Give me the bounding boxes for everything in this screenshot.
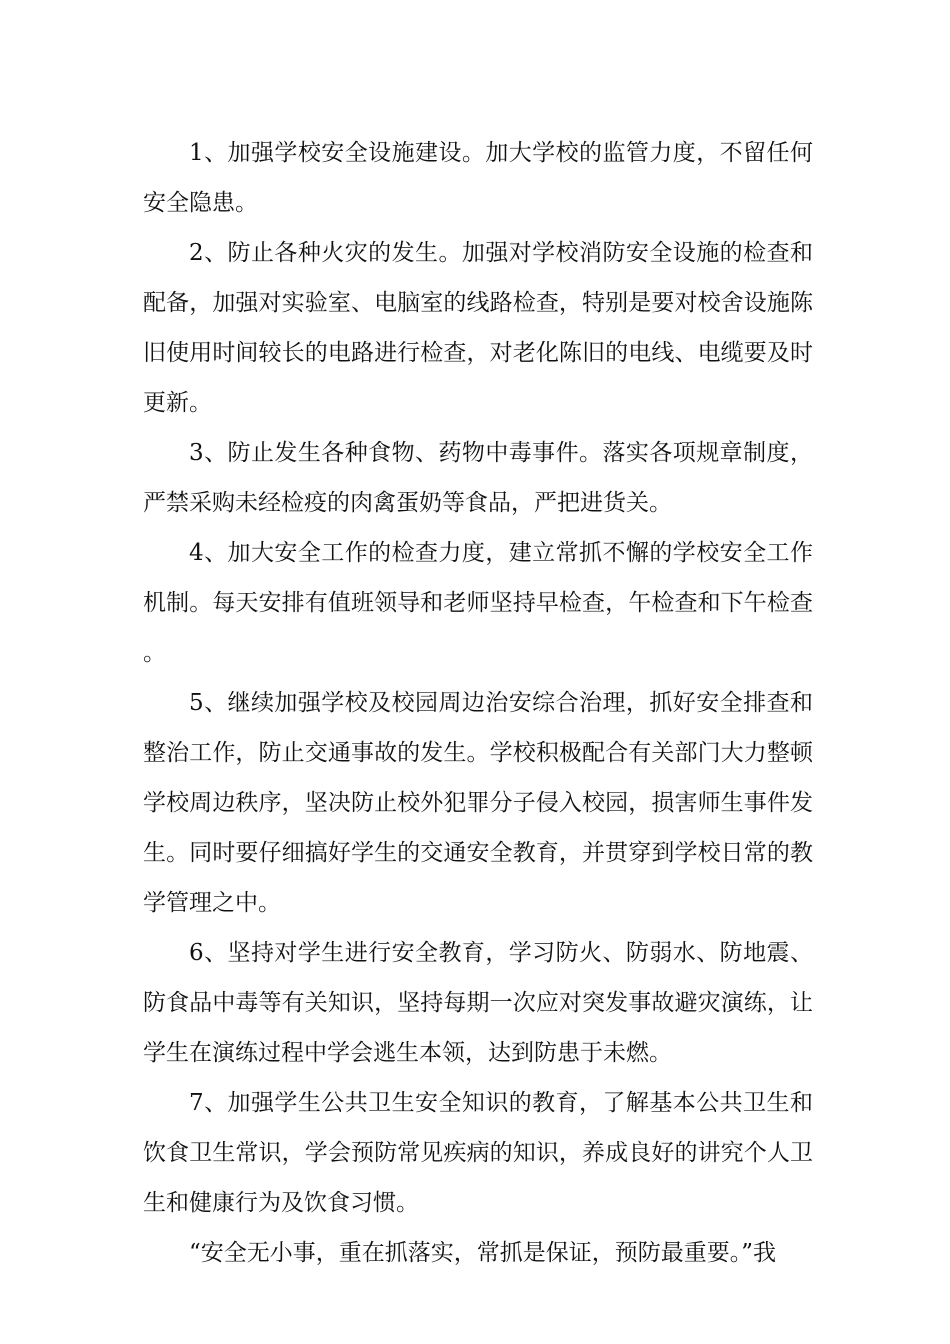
paragraph-4: 4、加大安全工作的检查力度，建立常抓不懈的学校安全工作机制。每天安排有值班领导和老师坚持早检查，午检查和下午检查。 xyxy=(143,540,813,666)
paragraph-3: 3、防止发生各种食物、药物中毒事件。落实各项规章制度，严禁采购未经检疫的肉禽蛋奶等食品，严把进货关。 xyxy=(143,440,813,516)
paragraph-1: 1、加强学校安全设施建设。加大学校的监管力度，不留任何安全隐患。 xyxy=(143,140,813,216)
document-body xyxy=(143,128,813,1278)
paragraph-7: 7、加强学生公共卫生安全知识的教育，了解基本公共卫生和饮食卫生常识，学会预防常见疾病的知识，养成良好的讲究个人卫生和健康行为及饮食习惯。 xyxy=(143,1090,813,1216)
paragraph-5: 5、继续加强学校及校园周边治安综合治理，抓好安全排查和整治工作，防止交通事故的发生。学校积极配合有关部门大力整顿学校周边秩序，坚决防止校外犯罪分子侵入校园，损害师生事件发生。同时要仔细搞好学生的交通安全教育，并贯穿到学校日常的教学管理之中。 xyxy=(143,690,813,916)
paragraph-2: 2、防止各种火灾的发生。加强对学校消防安全设施的检查和配备，加强对实验室、电脑室的线路检查，特别是要对校舍设施陈旧使用时间较长的电路进行检查，对老化陈旧的电线、电缆要及时更新。 xyxy=(143,240,813,416)
paragraph-8: “安全无小事，重在抓落实，常抓是保证，预防最重要。”我 xyxy=(189,1240,777,1266)
paragraph-6: 6、坚持对学生进行安全教育，学习防火、防弱水、防地震、防食品中毒等有关知识，坚持每期一次应对突发事故避灾演练，让学生在演练过程中学会逃生本领，达到防患于未燃。 xyxy=(143,940,813,1066)
